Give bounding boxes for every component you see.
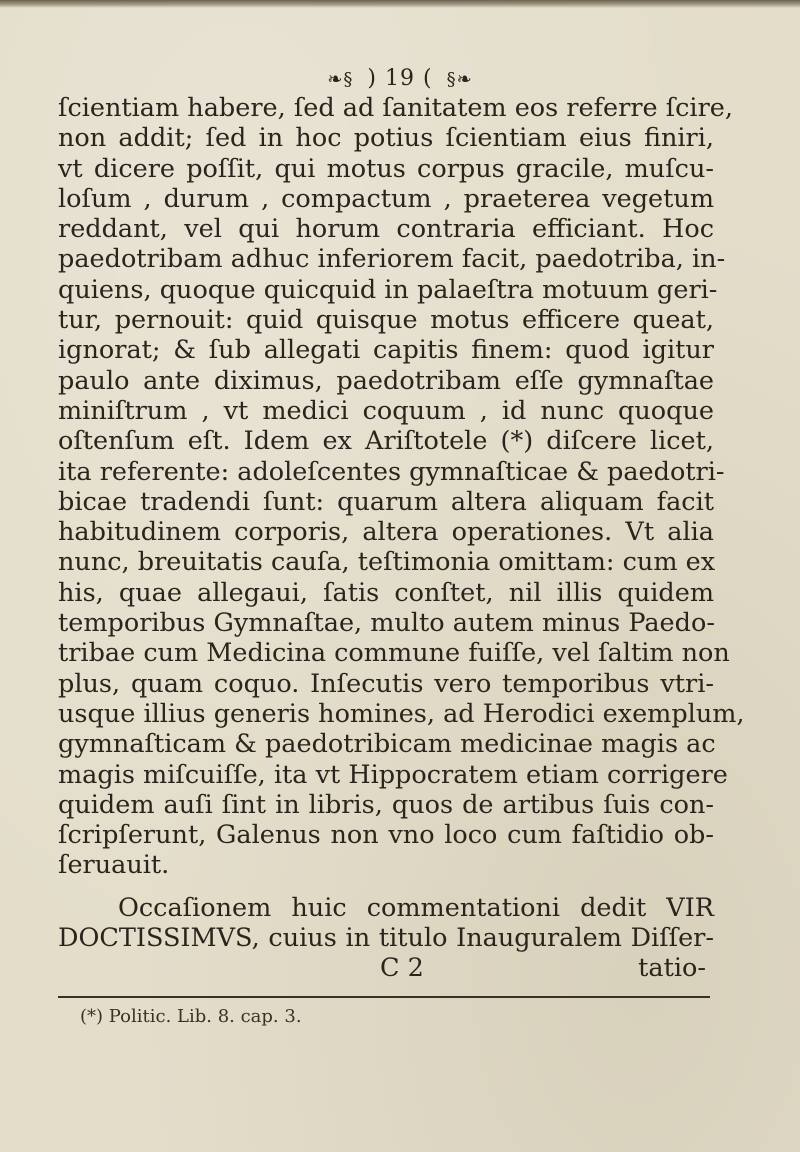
text-line: tur, pernouit: quid quisque motus efficere queat, <box>58 305 714 336</box>
text-line: tribae cum Medicina commune fuiſſe, vel ſaltim non <box>58 638 730 669</box>
text-line: DOCTISSIMVS, cuius in titulo Inauguralem Diſſer- <box>58 923 714 954</box>
text-line: bicae tradendi ſunt: quarum altera aliquam facit <box>58 486 714 517</box>
text-line: ita referente: adoleſcentes gymnaſticae & paedotri- <box>58 456 725 487</box>
text-line: Occaſionem huic commentationi dedit VIR <box>118 892 714 923</box>
text-line: miniſtrum , vt medici coquum , id nunc quoque <box>58 395 714 426</box>
page-top-edge <box>0 0 800 8</box>
paragraph-2 <box>58 893 714 954</box>
text-line: quidem auſi ſint in libris, quos de artibus ſuis con- <box>58 789 714 820</box>
footnote-rule <box>58 996 710 998</box>
text-line: non addit; ſed in hoc potius ſcientiam eius finiri, <box>58 123 714 154</box>
catchword: tatio- <box>638 953 706 984</box>
text-line: loſum , durum , compactum , praeterea vegetum <box>58 183 714 214</box>
ornament-right-icon: §❧ <box>446 69 473 90</box>
text-line: magis miſcuiſſe, ita vt Hippocratem etiam corrigere <box>58 759 728 790</box>
footnote: (*) Politic. Lib. 8. cap. 3. <box>80 1006 302 1027</box>
text-line: habitudinem corporis, altera operationes. Vt alia <box>58 517 714 548</box>
text-line: gymnaſticam & paedotribicam medicinae magis ac <box>58 729 716 760</box>
page-number: ) 19 ( <box>367 66 433 91</box>
signature-line <box>58 953 714 983</box>
paragraph-1 <box>58 93 745 881</box>
text-line: usque illius generis homines, ad Herodici exemplum, <box>58 698 745 729</box>
text-line: paulo ante diximus, paedotribam eſſe gymnaſtae <box>58 365 714 396</box>
paragraph-gap <box>58 881 714 893</box>
text-line: oſtenſum eſt. Idem ex Ariſtotele (*) diſcere licet, <box>58 426 714 457</box>
text-line: ſcripſerunt, Galenus non vno loco cum faſtidio ob- <box>58 820 714 851</box>
text-line: temporibus Gymnaſtae, multo autem minus Paedo- <box>58 608 715 639</box>
page-header <box>0 66 800 93</box>
signature-mark: C 2 <box>380 953 424 984</box>
text-line: his, quae allegaui, ſatis conſtet, nil illis quidem <box>58 577 714 608</box>
ornament-left-icon: ❧§ <box>327 69 354 90</box>
text-line: vt dicere poſſit, qui motus corpus gracile, muſcu- <box>58 153 714 184</box>
text-line: ſeruauit. <box>58 850 170 881</box>
text-line: plus, quam coquo. Inſecutis vero temporibus vtri- <box>58 668 714 699</box>
text-line: nunc, breuitatis cauſa, teſtimonia omittam: cum ex <box>58 547 716 578</box>
text-line: paedotribam adhuc inferiorem facit, paedotriba, in- <box>58 244 726 275</box>
text-line: ſcientiam habere, ſed ad ſanitatem eos referre ſcire, <box>58 93 733 123</box>
text-line: ignorat; & ſub allegati capitis finem: quod igitur <box>58 335 714 366</box>
body-text <box>58 93 745 984</box>
text-line: reddant, vel qui horum contraria efficiant. Hoc <box>58 214 714 245</box>
text-line: quiens, quoque quicquid in palaeſtra motuum geri- <box>58 274 718 305</box>
